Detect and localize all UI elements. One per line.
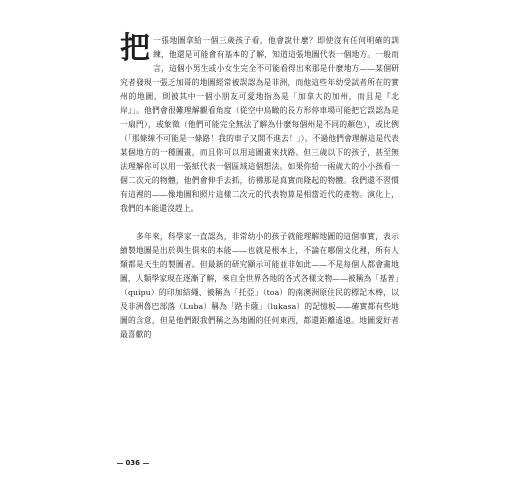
body-text: [120, 31, 399, 342]
paragraph-1: [120, 31, 399, 216]
page-number: [117, 459, 149, 467]
page-number-text: 036: [125, 459, 141, 467]
paragraph-2: 多年來，科學家一直認為，非常幼小的孩子就能理解地圖的這個事實，表示繪製地圖是出於與生俱來的本能——也就是根本上，不論在哪個文化裡，所有人類都是天生的製圖者。但最新的研究顯示可能並非如此——不是每個人都會畫地圖，人類學家現在逐漸了解，來自全世界各地的各式各樣文物——被稱為「基普」（quipu）的印加結繩、被稱為「托亞」（toa）的南澳洲原住民的標記木棒，以及非洲魯巴部落（Luba）稱為「路卡薩」（lukasa）的記憶板——確實都有些地圖的含意，但是他們跟我們稱之為地圖的任何東西，都還距離遙遠。地圖愛好者最喜歡的: [120, 232, 399, 339]
drop-cap: 把: [120, 31, 151, 66]
paragraph-1-text: 一張地圖拿給一個三歲孩子看，他會說什麼？即使沒有任何明確的訓練，他還是可能會有基本的了解，知道這張地圖代表一個地方。一般而言，這個小男生或小女生完全不可能看得出來那是什麼地方——某個研究者發現一張乏加哥的地圖經常被誤認為是非洲，而他這些年幼受試者所在的實州的地圖，則被其中一個小朋友可愛地指為是「加拿大的加州，而且是『北岸』」。他們會很難理解觀看角度（從空中鳥瞰的長方形停車場可能把它誤認為是一扇門），或象徵（他們可能完全無法了解為什麼每個州是不同的顏色），或比例（「那條線不可能是一條路！我的車子又開不進去！」）。不過他們會理解這是代表某個地方的一種圖畫，而且你可以用這圖畫來找路。但三歲以下的孩子，甚至無法理解你可以用一張紙代表一個區域這個想法。如果你給一兩歲大的小小孩看一個二次元的物體，他們會伸手去抓，彷彿那是真實而隆起的物體。我們還不習慣有這裡的——像地圖和照片這樣二次元的代表物算是相當近代的產物。演化上，我們的本能還沒趕上。: [120, 36, 399, 213]
page-number-dash-left: [117, 463, 123, 464]
page-number-dash-right: [143, 463, 149, 464]
